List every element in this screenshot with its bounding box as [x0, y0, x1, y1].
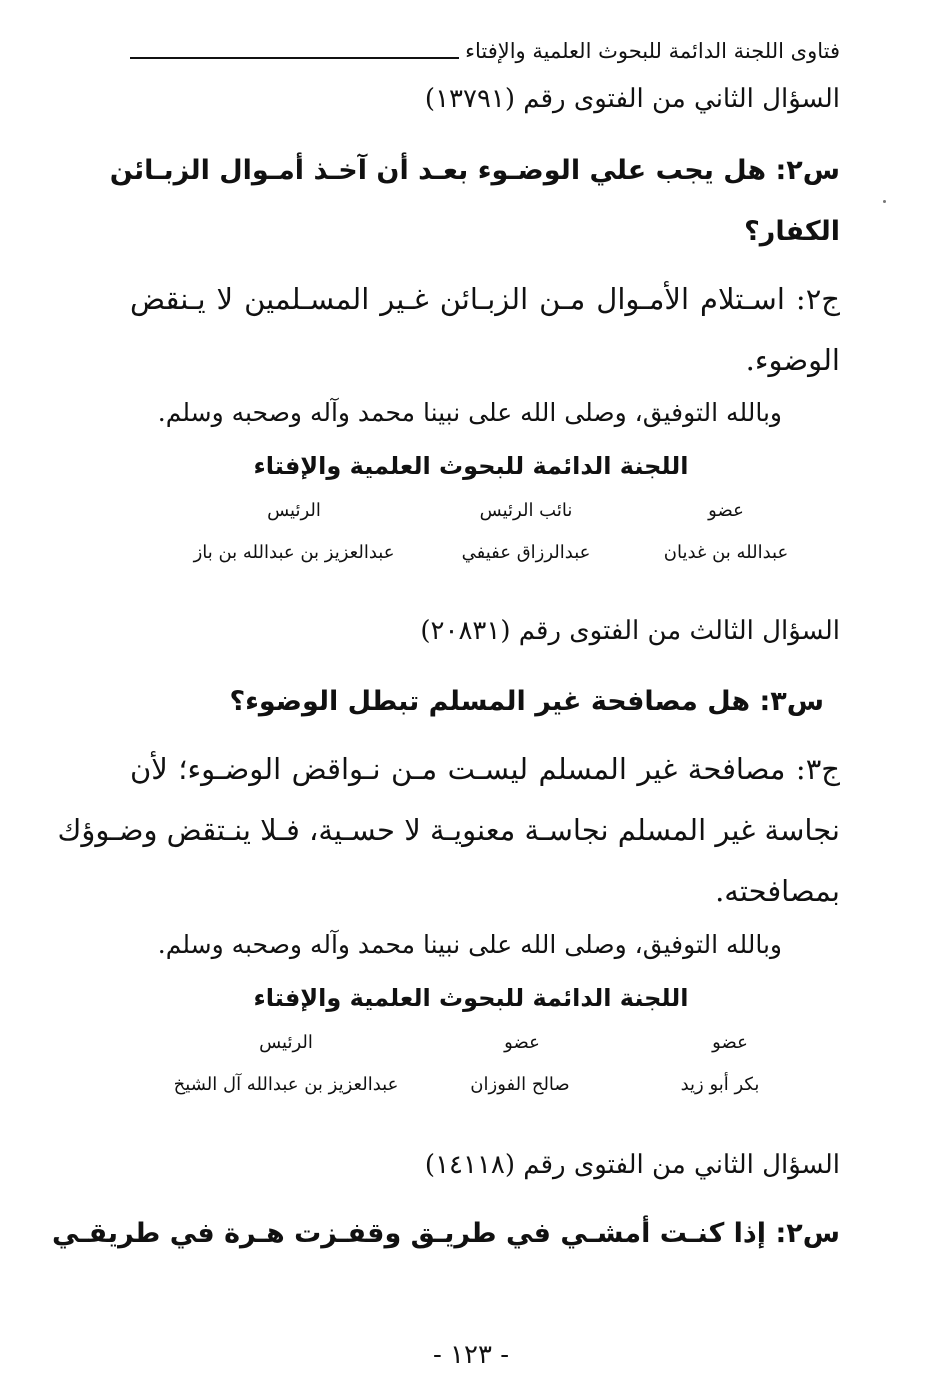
page-number: - ١٢٣ - — [432, 1340, 510, 1370]
signatory-role: الرئيس — [267, 500, 321, 521]
running-header-title: فتاوى اللجنة الدائمة للبحوث العلمية والإفتاء — [465, 39, 840, 63]
closing-formula: وبالله التوفيق، وصلى الله على نبينا محمد وآله وصحبه وسلم. — [157, 398, 782, 427]
closing-formula: وبالله التوفيق، وصلى الله على نبينا محمد وآله وصحبه وسلم. — [157, 930, 782, 959]
signatory-role: عضو — [504, 1032, 540, 1053]
signatory-name: عبدالرزاق عفيفي — [461, 542, 591, 563]
scan-speck — [883, 200, 886, 203]
question-text: الكفار؟ — [744, 216, 840, 247]
signatory-name: صالح الفوزان — [470, 1074, 570, 1095]
header-rule — [130, 57, 459, 59]
fatwa-title: السؤال الثالث من الفتوى رقم (٢٠٨٣١) — [420, 616, 840, 646]
answer-text: نجاسة غير المسلم نجاسـة معنويـة لا حسـية، فـلا ينـتقض وضـوؤك — [57, 813, 840, 847]
running-header — [130, 34, 840, 68]
signatory-role: نائب الرئيس — [479, 500, 573, 521]
question-text: س٢: هل يجب علي الوضـوء بعـد أن آخـذ أمـوال الزبـائن — [109, 155, 840, 186]
signatory-role: عضو — [708, 500, 744, 521]
fatwa-title: السؤال الثاني من الفتوى رقم (١٤١١٨) — [424, 1150, 840, 1180]
signatory-name: عبدالعزيز بن عبدالله بن باز — [193, 542, 395, 563]
question-text: س٣: هل مصافحة غير المسلم تبطل الوضوء؟ — [229, 686, 824, 717]
answer-text: ج٢: اسـتلام الأمـوال مـن الزبـائن غـير المسـلمين لا يـنقض — [130, 282, 840, 316]
fatwa-title: السؤال الثاني من الفتوى رقم (١٣٧٩١) — [424, 84, 840, 114]
committee-name: اللجنة الدائمة للبحوث العلمية والإفتاء — [253, 984, 689, 1012]
answer-text: ج٣: مصافحة غير المسلم ليسـت مـن نـواقض الوضـوء؛ لأن — [130, 752, 840, 786]
answer-text: بمصافحته. — [715, 874, 840, 908]
signatory-name: بكر أبو زيد — [680, 1074, 760, 1095]
signatory-role: عضو — [712, 1032, 748, 1053]
question-text: س٢: إذا كنـت أمشـي في طريـق وقفـزت هـرة في طريقـي — [51, 1218, 840, 1249]
signatory-name: عبدالعزيز بن عبدالله آل الشيخ — [173, 1074, 399, 1095]
signatory-name: عبدالله بن غديان — [663, 542, 789, 563]
signatory-role: الرئيس — [259, 1032, 313, 1053]
committee-name: اللجنة الدائمة للبحوث العلمية والإفتاء — [253, 452, 689, 480]
answer-text: الوضوء. — [745, 343, 840, 377]
